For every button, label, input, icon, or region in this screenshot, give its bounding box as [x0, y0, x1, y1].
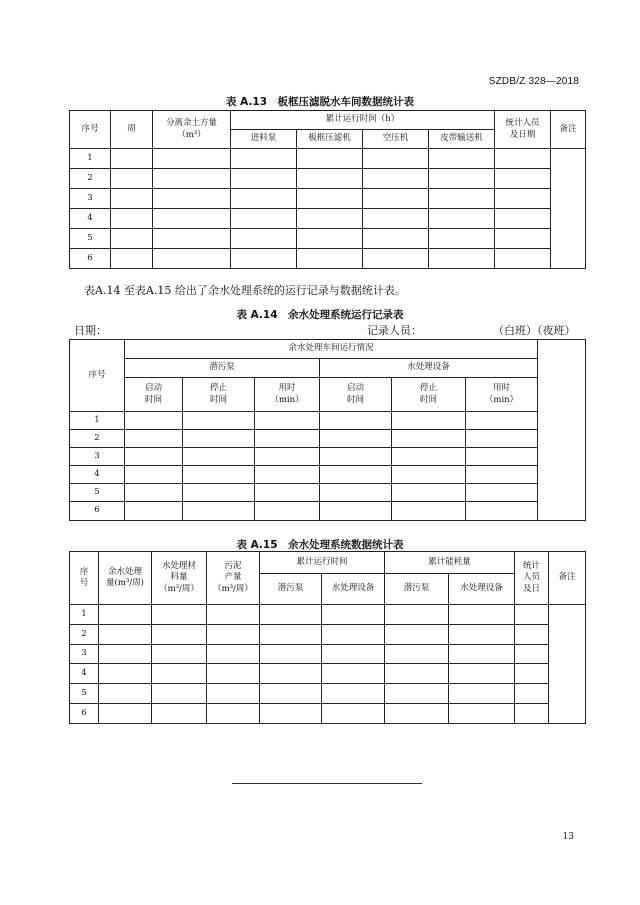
col-header-sewage-pump: 潜污泵 — [385, 574, 449, 605]
row-number: 1 — [70, 605, 99, 625]
table-row — [70, 209, 586, 229]
col-header-sludge: 污泥 产量 （m³/周） — [207, 552, 260, 605]
table-row — [70, 189, 586, 209]
shift-label: （白班）（夜班） — [493, 324, 576, 337]
col-header-filter-press: 板框压滤机 — [297, 130, 363, 149]
col-header-stop-time: 停止 时间 — [392, 378, 466, 412]
remarks-cell — [551, 149, 586, 269]
col-header-remarks: 备注 — [549, 552, 586, 605]
table-row — [70, 664, 586, 684]
table-a13-caption: 表 A.13 板框压滤脱水车间数据统计表 — [225, 96, 415, 108]
table-row — [70, 704, 586, 724]
col-header-seq: 序号 — [70, 111, 111, 149]
col-header-water-equipment: 水处理设备 — [320, 359, 538, 378]
table-row — [70, 605, 586, 625]
table-a15 — [69, 551, 586, 724]
col-header-start-time: 启动 时间 — [320, 378, 392, 412]
col-header-agent-volume: 水处理材 料量 （m³/周） — [152, 552, 207, 605]
col-header-stop-time: 停止 时间 — [183, 378, 255, 412]
right-empty-cell — [538, 340, 586, 521]
col-header-feed-pump: 进料泵 — [231, 130, 297, 149]
col-header-week: 周 — [111, 111, 153, 149]
table-a15-caption: 表 A.15 余水处理系统数据统计表 — [236, 539, 404, 551]
remarks-cell — [549, 605, 586, 724]
intro-paragraph: 表A.14 至表A.15 给出了余水处理系统的运行记录与数据统计表。 — [84, 284, 406, 297]
table-row — [70, 484, 586, 502]
row-number: 4 — [70, 664, 99, 684]
end-rule — [232, 783, 422, 784]
col-header-belt-conveyor: 皮带输送机 — [429, 130, 495, 149]
table-a14-caption: 表 A.14 余水处理系统运行记录表 — [236, 309, 404, 321]
table-row — [70, 645, 586, 664]
col-header-runtime-group: 累计运行时间（h） — [231, 111, 495, 130]
row-number: 6 — [70, 502, 125, 521]
col-header-duration: 用时 （min） — [466, 378, 538, 412]
col-header-seq: 序号 — [70, 340, 125, 412]
col-header-seq: 序 号 — [70, 552, 99, 605]
row-number: 2 — [70, 430, 125, 448]
table-row — [70, 249, 586, 269]
row-number: 6 — [70, 249, 111, 269]
date-label: 日期： — [74, 324, 107, 337]
col-header-stats-person: 统计人员 及日期 — [495, 111, 551, 149]
col-header-water-equipment: 水处理设备 — [322, 574, 385, 605]
col-header-air-compressor: 空压机 — [363, 130, 429, 149]
row-number: 1 — [70, 412, 125, 430]
table-row — [70, 625, 586, 645]
table-row — [70, 430, 586, 448]
col-header-water-equipment: 水处理设备 — [449, 574, 515, 605]
row-number: 2 — [70, 625, 99, 645]
col-header-runtime: 累计运行时间 — [260, 552, 385, 574]
col-header-stats: 统计 人员 及日 — [515, 552, 549, 605]
col-header-sewage-pump: 潜污泵 — [125, 359, 320, 378]
table-a14 — [69, 339, 586, 521]
row-number: 6 — [70, 704, 99, 724]
table-row — [70, 149, 586, 169]
table-row — [70, 229, 586, 249]
row-number: 5 — [70, 229, 111, 249]
table-row — [70, 466, 586, 484]
col-header-group: 余水处理车间运行情况 — [125, 340, 538, 359]
table-row — [70, 684, 586, 704]
col-header-sewage-pump: 潜污泵 — [260, 574, 322, 605]
row-number: 3 — [70, 448, 125, 466]
col-header-energy: 累计能耗量 — [385, 552, 515, 574]
table-a13 — [69, 110, 586, 269]
row-number: 1 — [70, 149, 111, 169]
col-header-separated-soil: 分离余土方量 （m³） — [153, 111, 231, 149]
standard-number: SZDB/Z 328—2018 — [488, 76, 579, 87]
col-header-water-volume: 余水处理 量(m³/周) — [99, 552, 152, 605]
row-number: 4 — [70, 209, 111, 229]
row-number: 2 — [70, 169, 111, 189]
recorder-label: 记录人员： — [367, 324, 422, 337]
table-row — [70, 412, 586, 430]
table-row — [70, 502, 586, 521]
row-number: 4 — [70, 466, 125, 484]
table-row — [70, 169, 586, 189]
page-number: 13 — [562, 832, 574, 842]
table-row — [70, 448, 586, 466]
row-number: 3 — [70, 189, 111, 209]
col-header-remarks: 备注 — [551, 111, 586, 149]
col-header-start-time: 启动 时间 — [125, 378, 183, 412]
col-header-duration: 用时 （min） — [255, 378, 320, 412]
row-number: 5 — [70, 484, 125, 502]
row-number: 5 — [70, 684, 99, 704]
row-number: 3 — [70, 645, 99, 664]
